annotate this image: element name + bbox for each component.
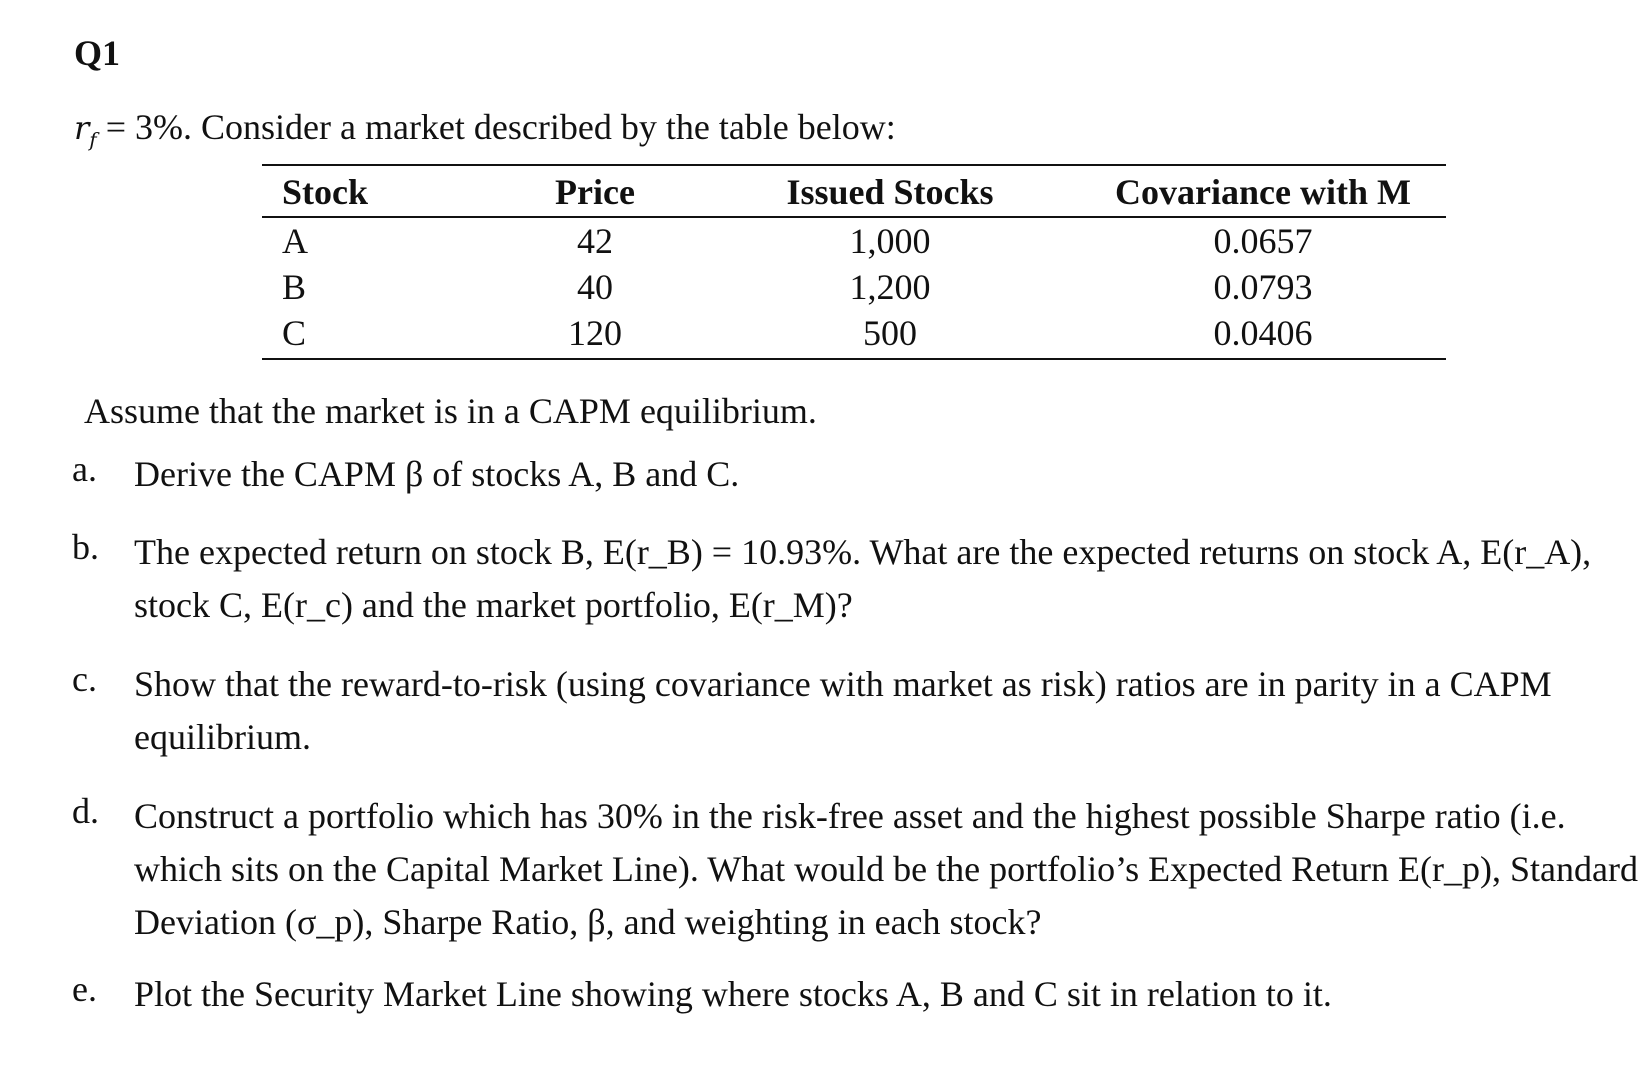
- question-text: Derive the CAPM β of stocks A, B and C.: [134, 454, 740, 494]
- cell-covariance: 0.0657: [1213, 221, 1313, 261]
- cell-covariance: 0.0406: [1080, 310, 1446, 359]
- header-price: Price: [490, 165, 700, 217]
- question-letter: d.: [72, 791, 99, 831]
- cell-price: 42: [577, 221, 613, 261]
- cell-covariance: 0.0793: [1213, 267, 1313, 307]
- assumption-text: Assume that the market is in a CAPM equilibrium.: [84, 391, 817, 431]
- table-row: [262, 310, 1446, 359]
- question-text: Construct a portfolio which has 30% in the risk-free asset and the highest possible Sharpe ratio (i.e. which sits on the Capital Market Line). What would be the portfolio’s Expected Return E(r_p), Standard Deviation (σ_p), Sharpe Ratio, β, and weighting in each stock?: [134, 796, 1638, 942]
- question-letter: c.: [72, 659, 97, 699]
- intro-line: [74, 106, 896, 151]
- cell-stock: C: [262, 310, 490, 359]
- intro-text: = 3%. Consider a market described by the table below:: [96, 107, 896, 147]
- cell-issued: 500: [700, 310, 1080, 359]
- question-heading: Q1: [74, 33, 121, 73]
- question-letter: e.: [72, 969, 97, 1009]
- header-stock: Stock: [262, 165, 490, 217]
- cell-issued: 1,200: [849, 267, 931, 307]
- header-covariance: Covariance with M: [1080, 165, 1446, 217]
- cell-stock: B: [282, 267, 307, 307]
- header-issued-stocks: Issued Stocks: [700, 165, 1080, 217]
- cell-price: 120: [490, 310, 700, 359]
- question-letter: a.: [72, 449, 97, 489]
- table-row: [262, 217, 1446, 264]
- cell-issued: 1,000: [849, 221, 931, 261]
- market-table: [262, 164, 1446, 360]
- question-letter: b.: [72, 527, 99, 567]
- table-header-row: [262, 165, 1446, 217]
- question-text: The expected return on stock B, E(r_B) = 10.93%. What are the expected returns on stock A, E(r_A), stock C, E(r_c) and the market portfolio, E(r_M)?: [134, 532, 1592, 625]
- cell-price: 40: [577, 267, 613, 307]
- question-text: Show that the reward-to-risk (using covariance with market as risk) ratios are in parity in a CAPM equilibrium.: [134, 664, 1552, 757]
- cell-stock: A: [282, 221, 308, 261]
- rf-symbol: $r_f$: [74, 109, 97, 152]
- table-row: [262, 264, 1446, 310]
- question-text: Plot the Security Market Line showing where stocks A, B and C sit in relation to it.: [134, 974, 1332, 1014]
